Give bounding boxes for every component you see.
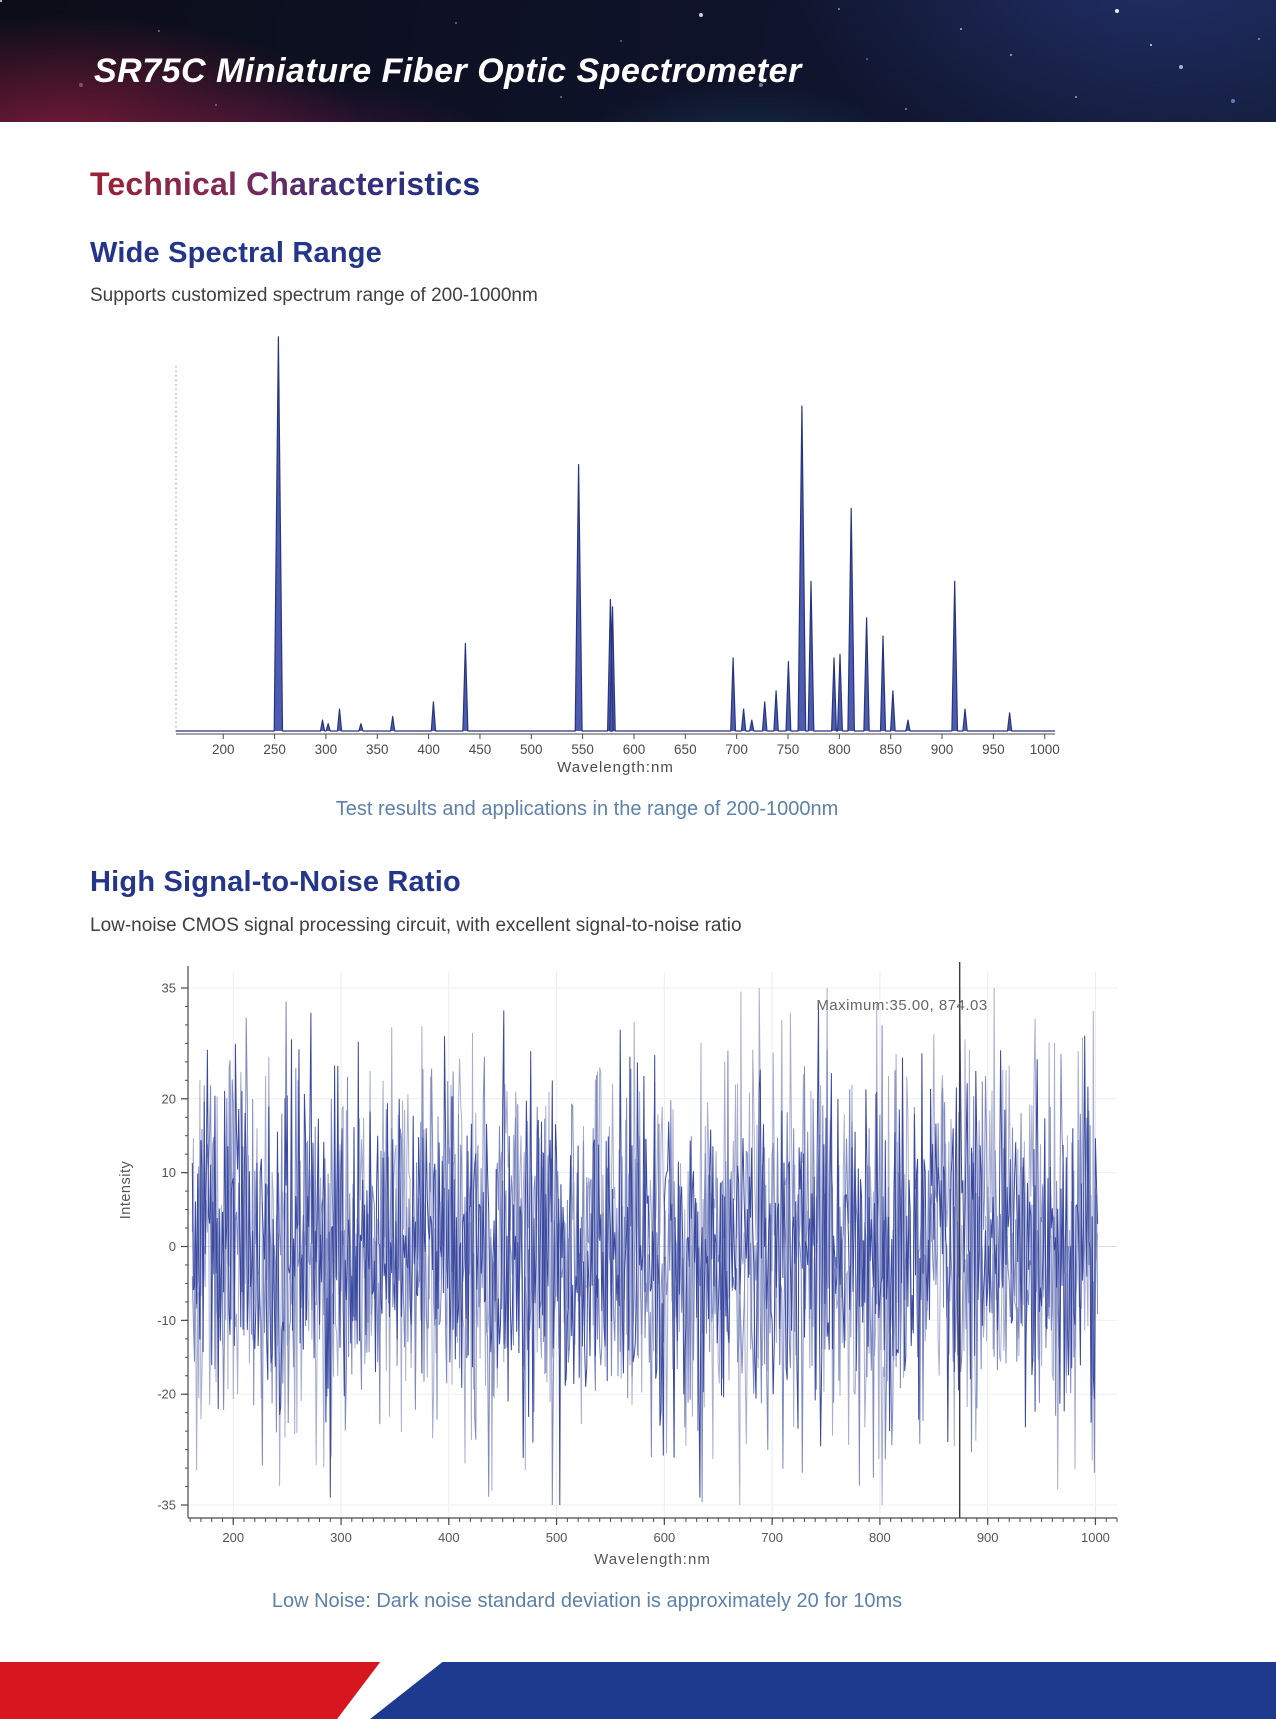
svg-text:550: 550 bbox=[571, 742, 594, 757]
svg-text:0: 0 bbox=[168, 1239, 176, 1254]
spectrum-chart bbox=[155, 333, 1065, 778]
svg-text:1000: 1000 bbox=[1080, 1530, 1110, 1545]
main-heading: Technical Characteristics bbox=[90, 166, 481, 202]
svg-text:900: 900 bbox=[930, 742, 954, 757]
footer-red-bar bbox=[0, 1662, 392, 1719]
svg-text:35: 35 bbox=[161, 980, 176, 996]
section2-caption: Low Noise: Dark noise standard deviation is approximately 20 for 10ms bbox=[271, 1590, 903, 1612]
svg-text:750: 750 bbox=[776, 742, 800, 757]
svg-text:950: 950 bbox=[982, 742, 1005, 757]
particle-dots-decoration bbox=[0, 0, 2, 2]
section1-heading: Wide Spectral Range bbox=[90, 237, 383, 269]
svg-text:300: 300 bbox=[330, 1530, 352, 1545]
section1-body: Supports customized spectrum range of 200-1000nm bbox=[90, 285, 538, 306]
svg-text:800: 800 bbox=[828, 742, 851, 757]
svg-text:450: 450 bbox=[468, 742, 492, 757]
svg-text:500: 500 bbox=[520, 742, 543, 757]
section2-body: Low-noise CMOS signal processing circuit, with excellent signal-to-noise ratio bbox=[90, 915, 742, 936]
svg-text:300: 300 bbox=[314, 742, 338, 757]
noise-chart bbox=[110, 950, 1140, 1580]
svg-text:-10: -10 bbox=[157, 1312, 176, 1328]
svg-text:700: 700 bbox=[725, 742, 748, 757]
section2-heading: High Signal-to-Noise Ratio bbox=[90, 866, 461, 898]
svg-text:Intensity: Intensity bbox=[118, 1160, 134, 1220]
svg-text:350: 350 bbox=[366, 742, 389, 757]
svg-text:700: 700 bbox=[761, 1530, 783, 1545]
svg-text:Wavelength:nm: Wavelength:nm bbox=[594, 1551, 711, 1568]
svg-text:400: 400 bbox=[437, 1530, 460, 1545]
svg-text:600: 600 bbox=[653, 1530, 676, 1545]
svg-text:850: 850 bbox=[879, 742, 902, 757]
svg-text:200: 200 bbox=[222, 1530, 245, 1545]
svg-text:Maximum:35.00, 874.03: Maximum:35.00, 874.03 bbox=[816, 997, 988, 1014]
svg-text:650: 650 bbox=[674, 742, 697, 757]
page-header-banner bbox=[0, 0, 1276, 122]
svg-text:-35: -35 bbox=[157, 1497, 176, 1513]
svg-text:Wavelength:nm: Wavelength:nm bbox=[557, 759, 674, 776]
svg-text:600: 600 bbox=[622, 742, 646, 757]
svg-text:20: 20 bbox=[161, 1091, 176, 1107]
svg-text:400: 400 bbox=[417, 742, 440, 757]
svg-text:900: 900 bbox=[976, 1530, 999, 1545]
product-title: SR75C Miniature Fiber Optic Spectrometer bbox=[94, 52, 802, 90]
svg-text:250: 250 bbox=[263, 742, 286, 757]
svg-text:200: 200 bbox=[211, 742, 235, 757]
svg-text:1000: 1000 bbox=[1029, 742, 1060, 757]
section1-caption: Test results and applications in the range of 200-1000nm bbox=[335, 798, 839, 820]
svg-text:10: 10 bbox=[161, 1165, 176, 1181]
svg-text:500: 500 bbox=[545, 1530, 568, 1545]
svg-text:800: 800 bbox=[869, 1530, 891, 1545]
footer-blue-bar bbox=[370, 1662, 1276, 1719]
svg-text:-20: -20 bbox=[157, 1386, 176, 1402]
